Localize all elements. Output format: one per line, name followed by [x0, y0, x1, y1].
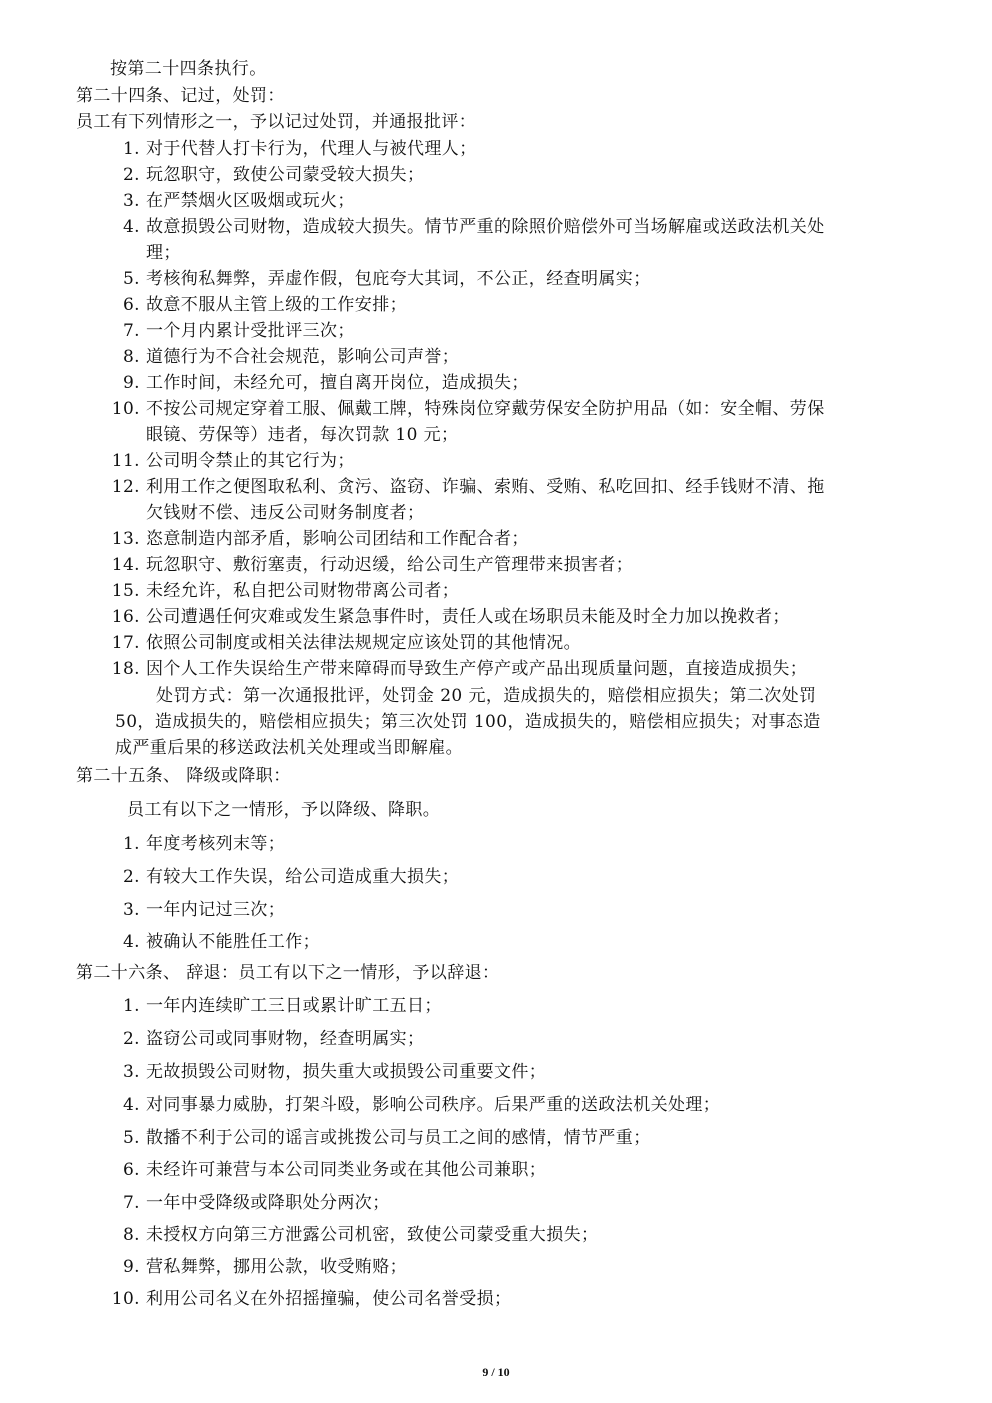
item-text: 因个人工作失误给生产带来障碍而导致生产停产或产品出现质量问题，直接造成损失；: [146, 659, 808, 679]
item-number: 13.: [111, 529, 140, 549]
item-number: 5.: [122, 1128, 140, 1148]
item-text: 被确认不能胜任工作；: [146, 932, 320, 952]
item-number: 15.: [111, 581, 140, 601]
item-number: 9.: [122, 373, 140, 393]
item-text: 公司明令禁止的其它行为；: [146, 451, 355, 471]
item-number: 14.: [111, 555, 140, 575]
item-text: 玩忽职守、敷衍塞责，行动迟缓，给公司生产管理带来损害者；: [146, 555, 634, 575]
item-text-continuation: 欠钱财不偿、违反公司财务制度者；: [146, 503, 425, 523]
item-text: 故意损毁公司财物，造成较大损失。情节严重的除照价赔偿外可当场解雇或送政法机关处: [146, 217, 825, 237]
item-text: 对同事暴力威胁，打架斗殴，影响公司秩序。后果严重的送政法机关处理；: [146, 1095, 721, 1115]
item-text: 无故损毁公司财物，损失重大或损毁公司重要文件；: [146, 1062, 547, 1082]
item-text: 公司遭遇任何灾难或发生紧急事件时，责任人或在场职员未能及时全力加以挽救者；: [146, 607, 790, 627]
item-text: 在严禁烟火区吸烟或玩火；: [146, 191, 355, 211]
item-text: 玩忽职守，致使公司蒙受较大损失；: [146, 165, 425, 185]
item-number: 9.: [122, 1257, 140, 1277]
item-text: 散播不利于公司的谣言或挑拨公司与员工之间的感情，情节严重；: [146, 1128, 651, 1148]
item-number: 2.: [122, 1029, 140, 1049]
item-text: 工作时间，未经允可，擅自离开岗位，造成损失；: [146, 373, 529, 393]
item-number: 1.: [122, 996, 140, 1016]
penalty-paragraph-line: 处罚方式：第一次通报批评，处罚金 20 元，造成损失的，赔偿相应损失；第二次处罚: [156, 686, 817, 706]
item-text: 一年内连续旷工三日或累计旷工五日；: [146, 996, 442, 1016]
item-number: 11.: [111, 451, 140, 471]
article-24-heading: 第二十四条、记过，处罚：: [76, 86, 285, 106]
item-text: 利用工作之便图取私利、贪污、盗窃、诈骗、索贿、受贿、私吃回扣、经手钱财不清、拖: [146, 477, 825, 497]
article-25-intro: 员工有以下之一情形，予以降级、降职。: [127, 800, 441, 820]
item-text: 道德行为不合社会规范，影响公司声誉；: [146, 347, 460, 367]
item-text: 未经允许，私自把公司财物带离公司者；: [146, 581, 460, 601]
item-text: 不按公司规定穿着工服、佩戴工牌，特殊岗位穿戴劳保安全防护用品（如：安全帽、劳保: [146, 399, 825, 419]
item-text-continuation: 理；: [146, 243, 181, 263]
item-number: 17.: [111, 633, 140, 653]
item-text: 利用公司名义在外招摇撞骗，使公司名誉受损；: [146, 1289, 512, 1309]
item-number: 8.: [122, 1225, 140, 1245]
item-text: 恣意制造内部矛盾，影响公司团结和工作配合者；: [146, 529, 529, 549]
item-number: 3.: [122, 191, 140, 211]
item-number: 12.: [111, 477, 140, 497]
item-text: 年度考核列末等；: [146, 834, 286, 854]
item-number: 16.: [111, 607, 140, 627]
item-number: 4.: [122, 1095, 140, 1115]
item-number: 6.: [122, 295, 140, 315]
penalty-paragraph-line: 成严重后果的移送政法机关处理或当即解雇。: [115, 738, 463, 758]
item-number: 7.: [122, 321, 140, 341]
item-number: 18.: [111, 659, 140, 679]
page-number: 9 / 10: [482, 1365, 510, 1379]
item-number: 10.: [111, 399, 140, 419]
item-text: 未经许可兼营与本公司同类业务或在其他公司兼职；: [146, 1160, 547, 1180]
item-number: 2.: [122, 165, 140, 185]
item-number: 3.: [122, 900, 140, 920]
item-text-continuation: 眼镜、劳保等）违者，每次罚款 10 元；: [146, 425, 459, 445]
item-text: 对于代替人打卡行为，代理人与被代理人；: [146, 139, 477, 159]
item-text: 依照公司制度或相关法律法规规定应该处罚的其他情况。: [146, 633, 581, 653]
item-number: 4.: [122, 217, 140, 237]
item-text: 一年内记过三次；: [146, 900, 286, 920]
article-26-heading: 第二十六条、 辞退：员工有以下之一情形，予以辞退：: [76, 963, 500, 983]
item-number: 1.: [122, 834, 140, 854]
article-25-heading: 第二十五条、 降级或降职：: [76, 766, 291, 786]
item-text: 有较大工作失误，给公司造成重大损失；: [146, 867, 460, 887]
item-number: 10.: [111, 1289, 140, 1309]
item-text: 故意不服从主管上级的工作安排；: [146, 295, 407, 315]
item-number: 3.: [122, 1062, 140, 1082]
item-text: 盗窃公司或同事财物，经查明属实；: [146, 1029, 425, 1049]
item-number: 8.: [122, 347, 140, 367]
penalty-paragraph-line: 50，造成损失的，赔偿相应损失；第三次处罚 100，造成损失的，赔偿相应损失；对事态造: [115, 712, 821, 732]
item-text: 一年中受降级或降职处分两次；: [146, 1193, 390, 1213]
item-text: 一个月内累计受批评三次；: [146, 321, 355, 341]
item-number: 1.: [122, 139, 140, 159]
article-23-tail: 按第二十四条执行。: [110, 59, 267, 79]
item-text: 营私舞弊，挪用公款，收受贿赂；: [146, 1257, 407, 1277]
item-number: 2.: [122, 867, 140, 887]
item-text: 未授权方向第三方泄露公司机密，致使公司蒙受重大损失；: [146, 1225, 599, 1245]
article-24-intro: 员工有下列情形之一，予以记过处罚，并通报批评：: [76, 112, 477, 132]
item-text: 考核徇私舞弊，弄虚作假，包庇夸大其词，不公正，经查明属实；: [146, 269, 651, 289]
item-number: 4.: [122, 932, 140, 952]
item-number: 7.: [122, 1193, 140, 1213]
item-number: 5.: [122, 269, 140, 289]
item-number: 6.: [122, 1160, 140, 1180]
